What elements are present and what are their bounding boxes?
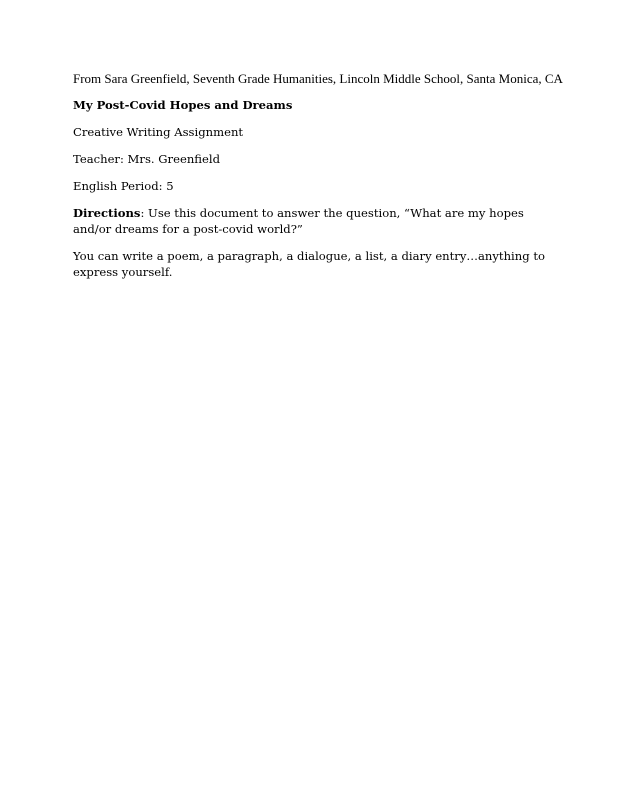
period-line: English Period: 5 <box>73 179 174 193</box>
directions-paragraph <box>73 205 553 237</box>
assignment-type: Creative Writing Assignment <box>73 125 244 139</box>
directions-text: : Use this document to answer the question, “What are my hopes and/or dreams for a post-covid world?” <box>73 206 524 236</box>
byline: From Sara Greenfield, Seventh Grade Humanities, Lincoln Middle School, Santa Monica, CA <box>73 71 563 86</box>
teacher-line: Teacher: Mrs. Greenfield <box>73 152 221 166</box>
instructions-paragraph: You can write a poem, a paragraph, a dialogue, a list, a diary entry…anything to express yourself. <box>73 249 545 279</box>
document-body <box>73 70 563 291</box>
directions-label: Directions <box>73 206 141 220</box>
document-title: My Post-Covid Hopes and Dreams <box>73 98 293 112</box>
